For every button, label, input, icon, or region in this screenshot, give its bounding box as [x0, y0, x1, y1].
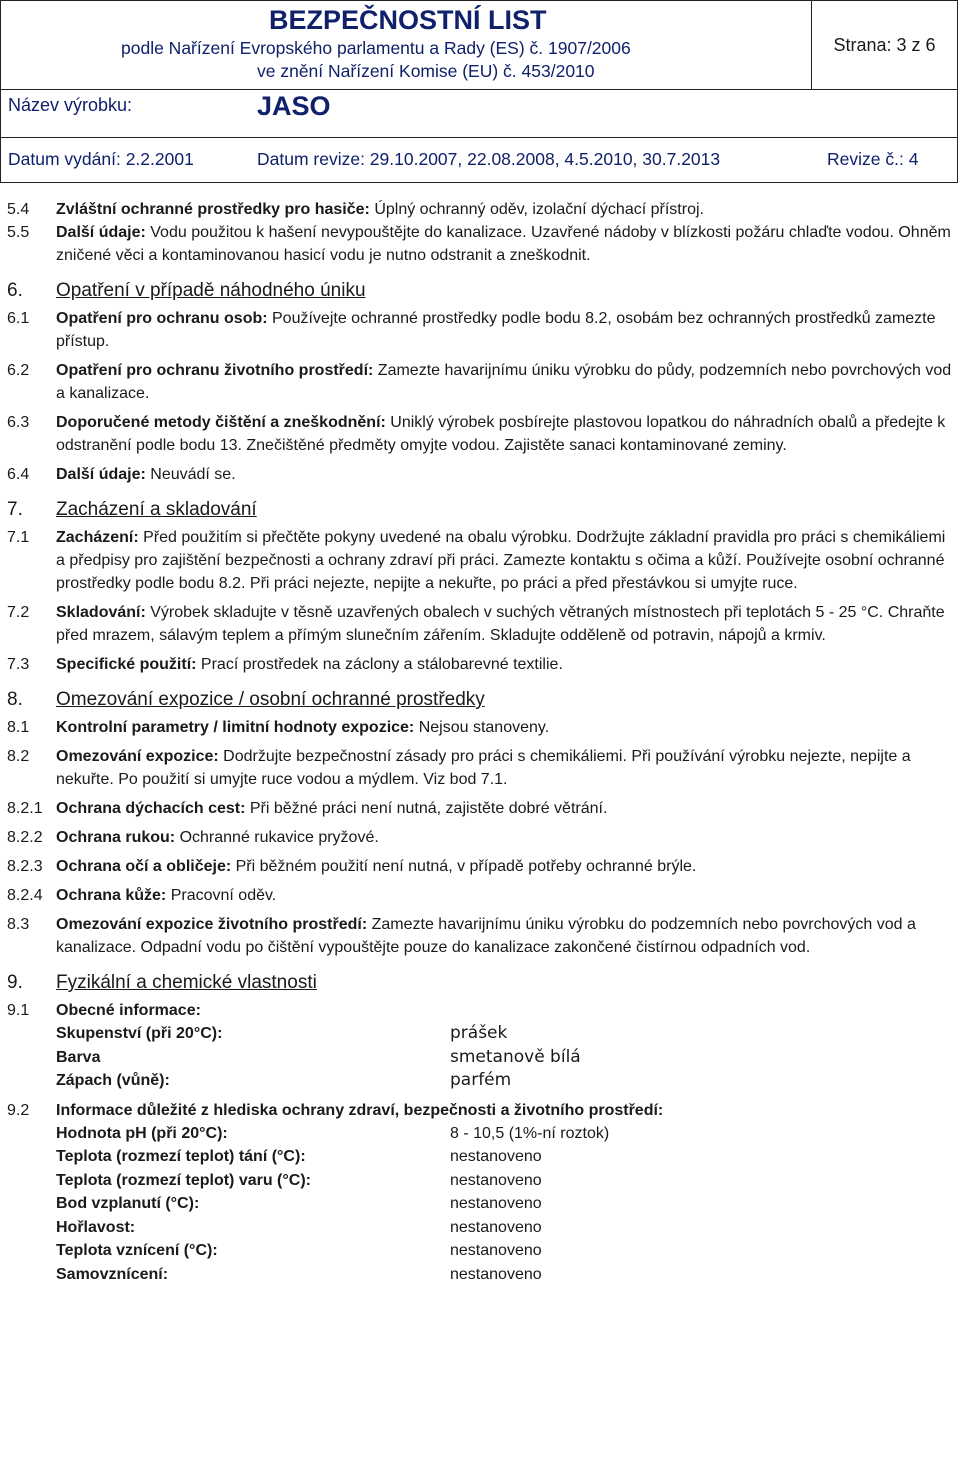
item-6-1 — [7, 307, 953, 353]
regulation-line-1: podle Nařízení Evropského parlamentu a Rady (ES) č. 1907/2006 — [121, 38, 631, 58]
item-text — [56, 221, 953, 267]
revision-number: Revize č.: 4 — [827, 149, 919, 169]
section-number: 7. — [7, 499, 23, 520]
property-value: nestanoveno — [450, 1195, 542, 1212]
item-5-4 — [7, 198, 953, 221]
property-value: 8 - 10,5 (1%-ní roztok) — [450, 1124, 610, 1142]
item-number: 5.4 — [7, 201, 30, 218]
item-text — [56, 745, 953, 791]
item-number: 8.2.2 — [7, 829, 43, 846]
property-value: nestanoveno — [450, 1171, 542, 1189]
item-body: Používejte ochranné prostředky podle bodu 8.2, osobám bez ochranných prostředků zamezte přístup. — [56, 310, 936, 350]
property-name: Skupenství (při 20°C): — [56, 1025, 223, 1042]
item-body: Uniklý výrobek posbírejte plastovou lopatkou do náhradních obalů a předejte k odstranění podle bodu 13. Znečištěné předměty omyjte vodou. Zajistěte sanaci kontaminované zeminy. — [56, 414, 946, 454]
item-text — [56, 463, 953, 486]
item-number: 7.3 — [7, 656, 30, 673]
item-body: Úplný ochranný oděv, izolační dýchací přístroj. — [369, 201, 704, 218]
regulation-line-2: ve znění Nařízení Komise (EU) č. 453/2010 — [257, 61, 595, 81]
item-text — [56, 884, 953, 907]
item-8-2-4 — [7, 884, 953, 907]
item-9-2 — [7, 1099, 953, 1122]
item-label: Zacházení: — [56, 529, 139, 546]
item-body: Prací prostředek na záclony a stálobarevné textilie. — [196, 656, 563, 673]
item-text — [56, 601, 953, 647]
section-title: Opatření v případě náhodného úniku — [56, 280, 366, 301]
item-9-1 — [7, 999, 953, 1022]
property-value: prášek — [450, 1023, 508, 1043]
item-number: 8.1 — [7, 719, 30, 736]
item-label: Opatření pro ochranu životního prostředí: — [56, 362, 374, 379]
item-text — [56, 797, 953, 820]
property-name: Teplota (rozmezí teplot) varu (°C): — [56, 1171, 311, 1189]
item-7-3 — [7, 653, 953, 676]
item-number: 8.2.3 — [7, 858, 43, 875]
item-text — [56, 653, 953, 676]
item-label: Ochrana kůže: — [56, 887, 167, 904]
item-label: Omezování expozice životního prostředí: — [56, 916, 368, 933]
item-8-2-2 — [7, 826, 953, 849]
property-value: nestanoveno — [450, 1242, 542, 1259]
issue-date: Datum vydání: 2.2.2001 — [8, 149, 194, 169]
item-text — [56, 1099, 953, 1122]
item-label: Omezování expozice: — [56, 748, 219, 765]
document-header — [0, 0, 958, 183]
property-name: Barva — [56, 1048, 101, 1066]
item-body: Výrobek skladujte v těsně uzavřených obalech v suchých větraných místnostech při teplotách 5 - 25 °C. Chraňte před mrazem, sálavým teplem a přímým slunečním zářením. Skladujte odděleně od potravin, nápojů a krmiv. — [56, 604, 945, 644]
section-7-heading — [7, 497, 953, 523]
section-title: Zacházení a skladování — [56, 499, 257, 520]
property-name: Hodnota pH (při 20°C): — [56, 1124, 228, 1142]
item-text — [56, 411, 953, 457]
item-number: 9.1 — [7, 1002, 30, 1019]
product-name: JASO — [257, 91, 331, 121]
item-6-3 — [7, 411, 953, 457]
item-6-4 — [7, 463, 953, 486]
property-value: nestanoveno — [450, 1218, 542, 1236]
item-6-2 — [7, 359, 953, 405]
item-label: Opatření pro ochranu osob: — [56, 310, 268, 327]
property-name: Teplota (rozmezí teplot) tání (°C): — [56, 1148, 306, 1165]
item-number: 6.3 — [7, 414, 30, 431]
property-value: nestanoveno — [450, 1265, 542, 1283]
item-number: 6.1 — [7, 310, 30, 327]
document-title: BEZPEČNOSTNÍ LIST — [269, 5, 547, 35]
item-7-1 — [7, 526, 953, 595]
item-body: Před použitím si přečtěte pokyny uvedené na obalu výrobku. Dodržujte základní pravidla pro práci s chemikáliemi a předpisy pro zajištění bezpečnosti a ochrany zdraví při práci. Zamezte kontaktu s očima a kůží. Používejte osobní ochranné prostředky podle bodu 8.2. Při práci nejezte, nepijte a nekuřte, po práci a před přestávkou si umyjte ruce. — [56, 529, 946, 592]
property-name: Bod vzplanutí (°C): — [56, 1195, 200, 1212]
header-dates-row — [1, 137, 957, 182]
property-value: nestanoveno — [450, 1148, 542, 1165]
header-title-cell — [1, 1, 812, 89]
item-body: Dodržujte bezpečnostní zásady pro práci s chemikáliemi. Při používání výrobku nejezte, nepijte a nekuřte. Po použití si umyjte ruce vodou a mýdlem. Viz bod 7.1. — [56, 748, 911, 788]
item-number: 7.2 — [7, 604, 30, 621]
product-label: Název výrobku: — [8, 95, 133, 115]
item-text — [56, 716, 953, 739]
item-number: 7.1 — [7, 529, 30, 546]
property-name: Teplota vznícení (°C): — [56, 1242, 218, 1259]
item-text — [56, 999, 953, 1022]
document-body — [7, 198, 953, 1286]
page-number: Strana: 3 z 6 — [833, 34, 936, 55]
general-properties — [56, 1022, 953, 1093]
item-body: Vodu použitou k hašení nevypouštějte do kanalizace. Uzavřené nádoby v blízkosti požáru chlaďte vodou. Ohněm zničené věci a kontaminovanou hasicí vodu je nutno odstranit a zneškodnit. — [56, 224, 951, 264]
item-body: Zamezte havarijnímu úniku výrobku do podzemních nebo povrchových vod a kanalizace. Odpadní vodu po čištění vypouštějte pouze do kanalizace zakončené čistírnou odpadních vod. — [56, 916, 916, 956]
property-value: parfém — [450, 1070, 512, 1090]
item-body: Nejsou stanoveny. — [414, 719, 550, 736]
item-text — [56, 359, 953, 405]
item-number: 6.4 — [7, 466, 30, 483]
item-text — [56, 307, 953, 353]
item-body: Při běžném použití není nutná, v případě potřeby ochranné brýle. — [231, 858, 697, 875]
item-body: Neuvádí se. — [145, 466, 236, 483]
item-label: Doporučené metody čištění a zneškodnění: — [56, 414, 386, 431]
section-number: 8. — [7, 689, 23, 710]
item-label: Ochrana dýchacích cest: — [56, 800, 246, 817]
item-text — [56, 826, 953, 849]
item-text — [56, 198, 953, 221]
section-9-heading — [7, 970, 953, 996]
item-text — [56, 855, 953, 878]
item-body: Zamezte havarijnímu úniku výrobku do půdy, podzemních nebo povrchových vod a kanalizace. — [56, 362, 952, 402]
item-5-5 — [7, 221, 953, 267]
property-name: Hořlavost: — [56, 1218, 136, 1236]
item-body: Ochranné rukavice pryžové. — [175, 829, 379, 846]
item-label: Další údaje: — [56, 466, 146, 483]
item-number: 8.2 — [7, 748, 30, 765]
property-name: Zápach (vůně): — [56, 1072, 170, 1089]
item-7-2 — [7, 601, 953, 647]
item-body: Při běžné práci není nutná, zajistěte dobré větrání. — [245, 800, 608, 817]
item-number: 8.2.4 — [7, 887, 43, 904]
item-8-2-3 — [7, 855, 953, 878]
item-text — [56, 913, 953, 959]
item-label: Specifické použití: — [56, 656, 197, 673]
item-label: Zvláštní ochranné prostředky pro hasiče: — [56, 201, 370, 218]
item-number: 5.5 — [7, 224, 30, 241]
property-name: Samovznícení: — [56, 1265, 169, 1283]
section-8-heading — [7, 687, 953, 713]
section-6-heading — [7, 278, 953, 304]
property-value: smetanově bílá — [450, 1046, 581, 1067]
item-label: Kontrolní parametry / limitní hodnoty expozice: — [56, 719, 415, 736]
item-body: Pracovní oděv. — [166, 887, 277, 904]
health-properties — [56, 1122, 953, 1287]
section-number: 6. — [7, 280, 23, 301]
section-title: Omezování expozice / osobní ochranné prostředky — [56, 689, 485, 710]
item-label: Informace důležité z hlediska ochrany zdraví, bezpečnosti a životního prostředí: — [56, 1101, 664, 1119]
item-label: Další údaje: — [56, 224, 146, 241]
item-number: 6.2 — [7, 362, 30, 379]
item-text — [56, 526, 953, 595]
item-label: Skladování: — [56, 604, 146, 621]
header-product-row — [1, 90, 957, 137]
item-number: 8.3 — [7, 916, 30, 933]
section-number: 9. — [7, 972, 23, 993]
section-title: Fyzikální a chemické vlastnosti — [56, 972, 317, 993]
item-label: Ochrana očí a obličeje: — [56, 858, 232, 875]
header-top-row — [1, 1, 957, 90]
item-8-2-1 — [7, 797, 953, 820]
item-number: 8.2.1 — [7, 800, 43, 817]
revision-dates: Datum revize: 29.10.2007, 22.08.2008, 4.5.2010, 30.7.2013 — [257, 149, 721, 169]
item-number: 9.2 — [7, 1101, 30, 1119]
item-label: Obecné informace: — [56, 1002, 201, 1019]
item-8-2 — [7, 745, 953, 791]
item-8-1 — [7, 716, 953, 739]
item-8-3 — [7, 913, 953, 959]
item-label: Ochrana rukou: — [56, 829, 176, 846]
